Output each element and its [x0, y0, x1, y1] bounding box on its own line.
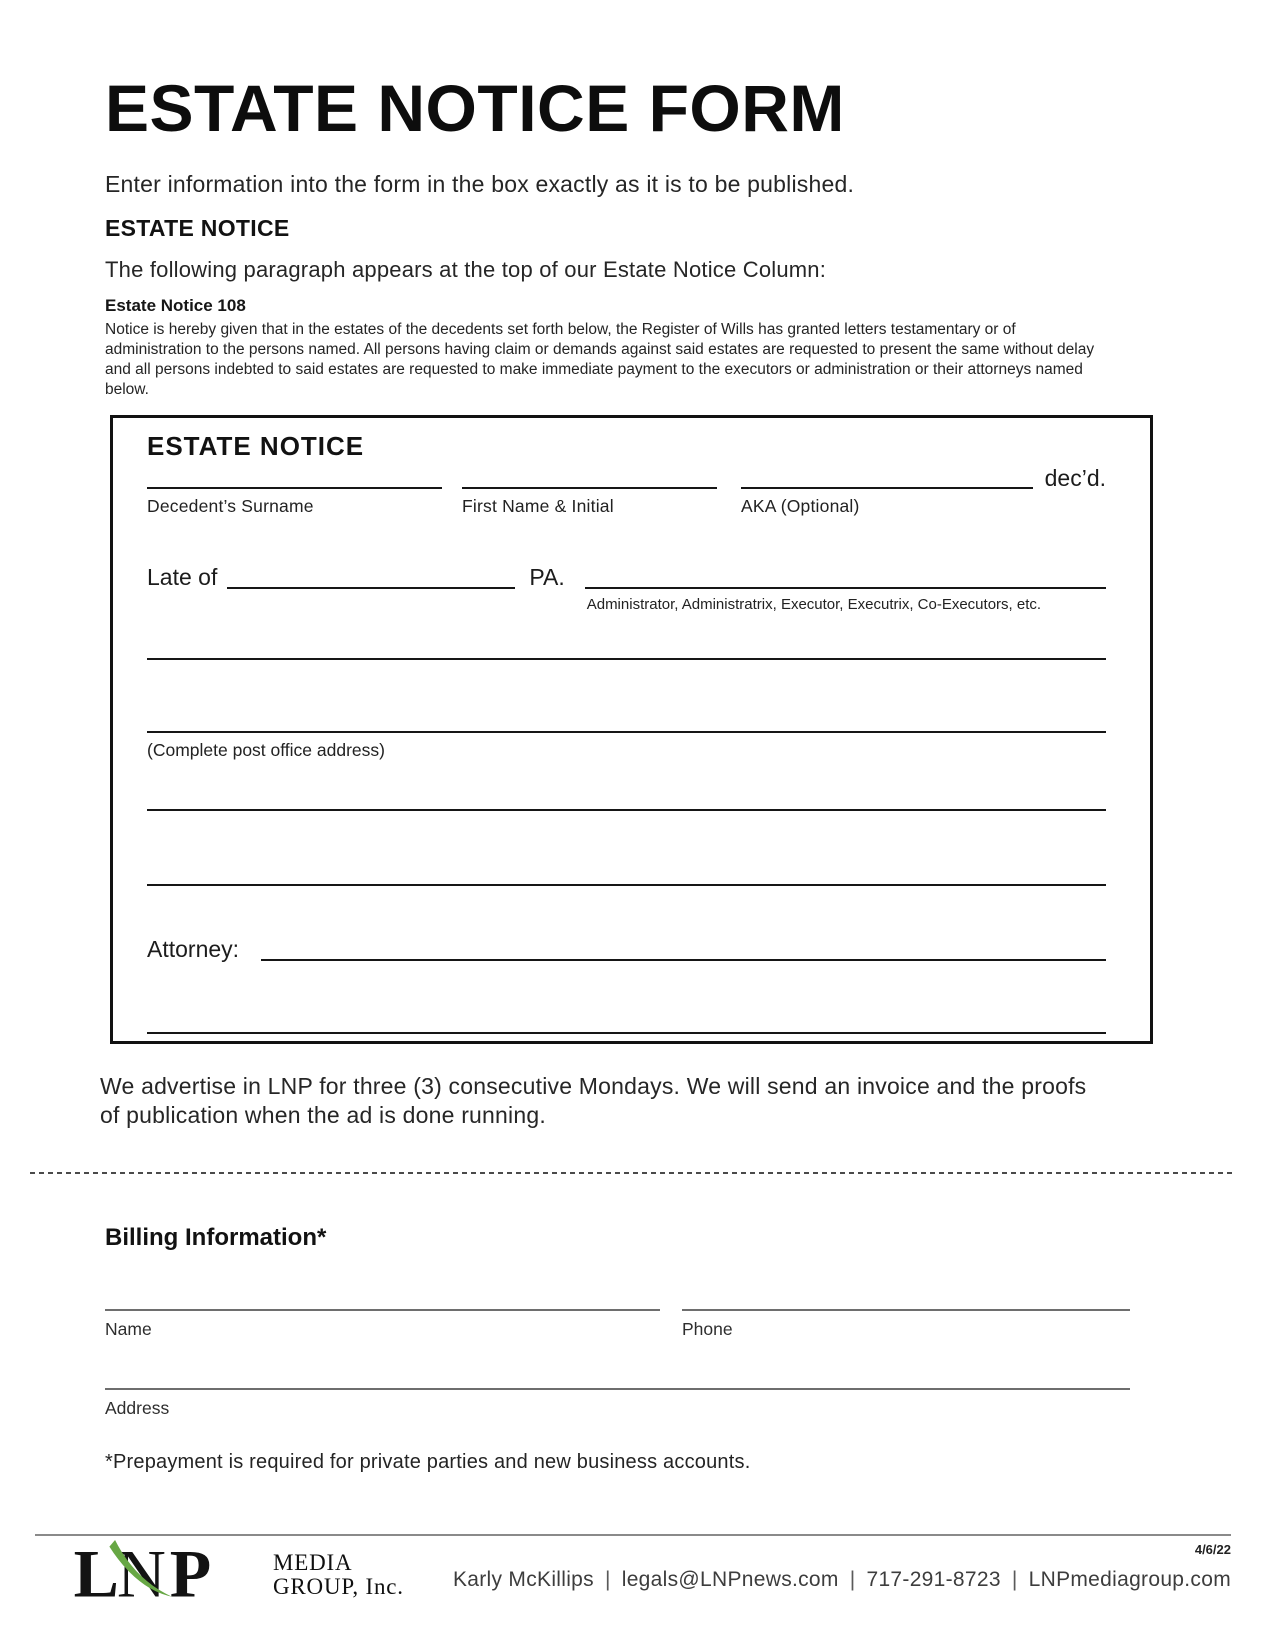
- billing-name-field[interactable]: [105, 1309, 660, 1311]
- estate-notice-108-label: Estate Notice 108: [105, 296, 246, 315]
- late-of-label: Late of: [147, 563, 218, 590]
- administrator-name-field[interactable]: [585, 563, 1106, 589]
- contact-phone: 717-291-8723: [866, 1568, 1001, 1591]
- billing-name-phone-row: [105, 1309, 1130, 1340]
- aka-optional-label: AKA (Optional): [741, 495, 860, 516]
- first-name-initial-label: First Name & Initial: [462, 495, 614, 516]
- attorney-row: [147, 931, 1106, 961]
- billing-section: [105, 1224, 1130, 1474]
- page-title: ESTATE NOTICE FORM: [105, 71, 845, 145]
- pa-label: PA.: [529, 563, 565, 590]
- lnp-media-group-logo: [35, 1540, 404, 1606]
- first-name-initial-field[interactable]: [462, 459, 717, 489]
- logo-letter-n: N: [116, 1540, 166, 1606]
- billing-address-fieldgroup: [105, 1388, 1130, 1419]
- decd-suffix-label: dec’d.: [1044, 465, 1106, 492]
- billing-phone-fieldgroup: [682, 1309, 1130, 1340]
- lnp-logo-icon: [35, 1540, 263, 1606]
- contact-separator: |: [604, 1568, 611, 1591]
- cut-line-divider: [30, 1172, 1235, 1174]
- late-of-row: [147, 563, 1106, 613]
- contact-separator: |: [849, 1568, 856, 1591]
- logo-letter-l: L: [73, 1540, 119, 1606]
- contact-website: LNPmediagroup.com: [1028, 1568, 1231, 1591]
- post-office-address-label: (Complete post office address): [147, 739, 385, 760]
- aka-field[interactable]: [741, 459, 1033, 489]
- attorney-field[interactable]: [261, 931, 1106, 961]
- billing-address-field[interactable]: [105, 1388, 1130, 1390]
- administrator-role-label: Administrator, Administratrix, Executor, Executrix, Co-Executors, etc.: [586, 595, 1042, 613]
- advertise-note: We advertise in LNP for three (3) consecutive Mondays. We will send an invoice and the proofs of publication when the ad is done running.: [100, 1072, 1087, 1128]
- billing-address-label: Address: [105, 1397, 170, 1418]
- late-of-city-field[interactable]: [227, 563, 515, 589]
- decedent-name-row: [147, 459, 1106, 492]
- footer-divider-line: [35, 1534, 1231, 1536]
- footer-date: 4/6/22: [1194, 1542, 1231, 1557]
- logo-letter-p: P: [169, 1540, 212, 1606]
- billing-heading: Billing Information*: [105, 1223, 327, 1251]
- form-box-heading: ESTATE NOTICE: [147, 430, 365, 461]
- logo-group-line: GROUP, Inc.: [273, 1574, 404, 1599]
- estate-notice-heading: ESTATE NOTICE: [105, 215, 290, 241]
- section-subtext: The following paragraph appears at the top of our Estate Notice Column:: [105, 257, 827, 282]
- billing-name-label: Name: [105, 1318, 152, 1339]
- contact-email: legals@LNPnews.com: [621, 1568, 839, 1591]
- notice-paragraph: Notice is hereby given that in the estates of the decedents set forth below, the Register of Wills has granted letters testamentary or of administration to the persons named. All persons having claim or demands against said estates are requested to present the same without delay and all persons indebted to said estates are requested to make immediate payment to the executors or administration or their attorneys named below.: [105, 321, 1095, 398]
- notice-blank-line-3[interactable]: [147, 884, 1106, 886]
- billing-name-fieldgroup: [105, 1309, 660, 1340]
- footer-contact-line: [453, 1568, 1231, 1592]
- intro-text: Enter information into the form in the box exactly as it is to be published.: [105, 171, 855, 197]
- logo-media-line: MEDIA: [273, 1549, 353, 1575]
- decedent-surname-label: Decedent’s Surname: [147, 495, 314, 516]
- post-office-address-field[interactable]: [147, 731, 1106, 733]
- decedent-surname-field[interactable]: [147, 459, 442, 489]
- footer: [35, 1534, 1231, 1606]
- notice-blank-line-2[interactable]: [147, 809, 1106, 811]
- notice-blank-line-1[interactable]: [147, 658, 1106, 660]
- footer-content: [35, 1540, 1231, 1606]
- logo-wordmark: [273, 1547, 404, 1599]
- billing-phone-label: Phone: [682, 1318, 733, 1339]
- notice-blank-line-4[interactable]: [147, 1032, 1106, 1034]
- prepayment-note: *Prepayment is required for private parties and new business accounts.: [105, 1450, 751, 1473]
- decedent-name-labels-row: [147, 496, 1106, 517]
- contact-name: Karly McKillips: [452, 1568, 594, 1591]
- attorney-label: Attorney:: [147, 935, 240, 962]
- contact-separator: |: [1011, 1568, 1018, 1591]
- administrator-field-wrap: [585, 563, 1106, 613]
- billing-phone-field[interactable]: [682, 1309, 1130, 1311]
- estate-notice-form-box: [110, 415, 1153, 1044]
